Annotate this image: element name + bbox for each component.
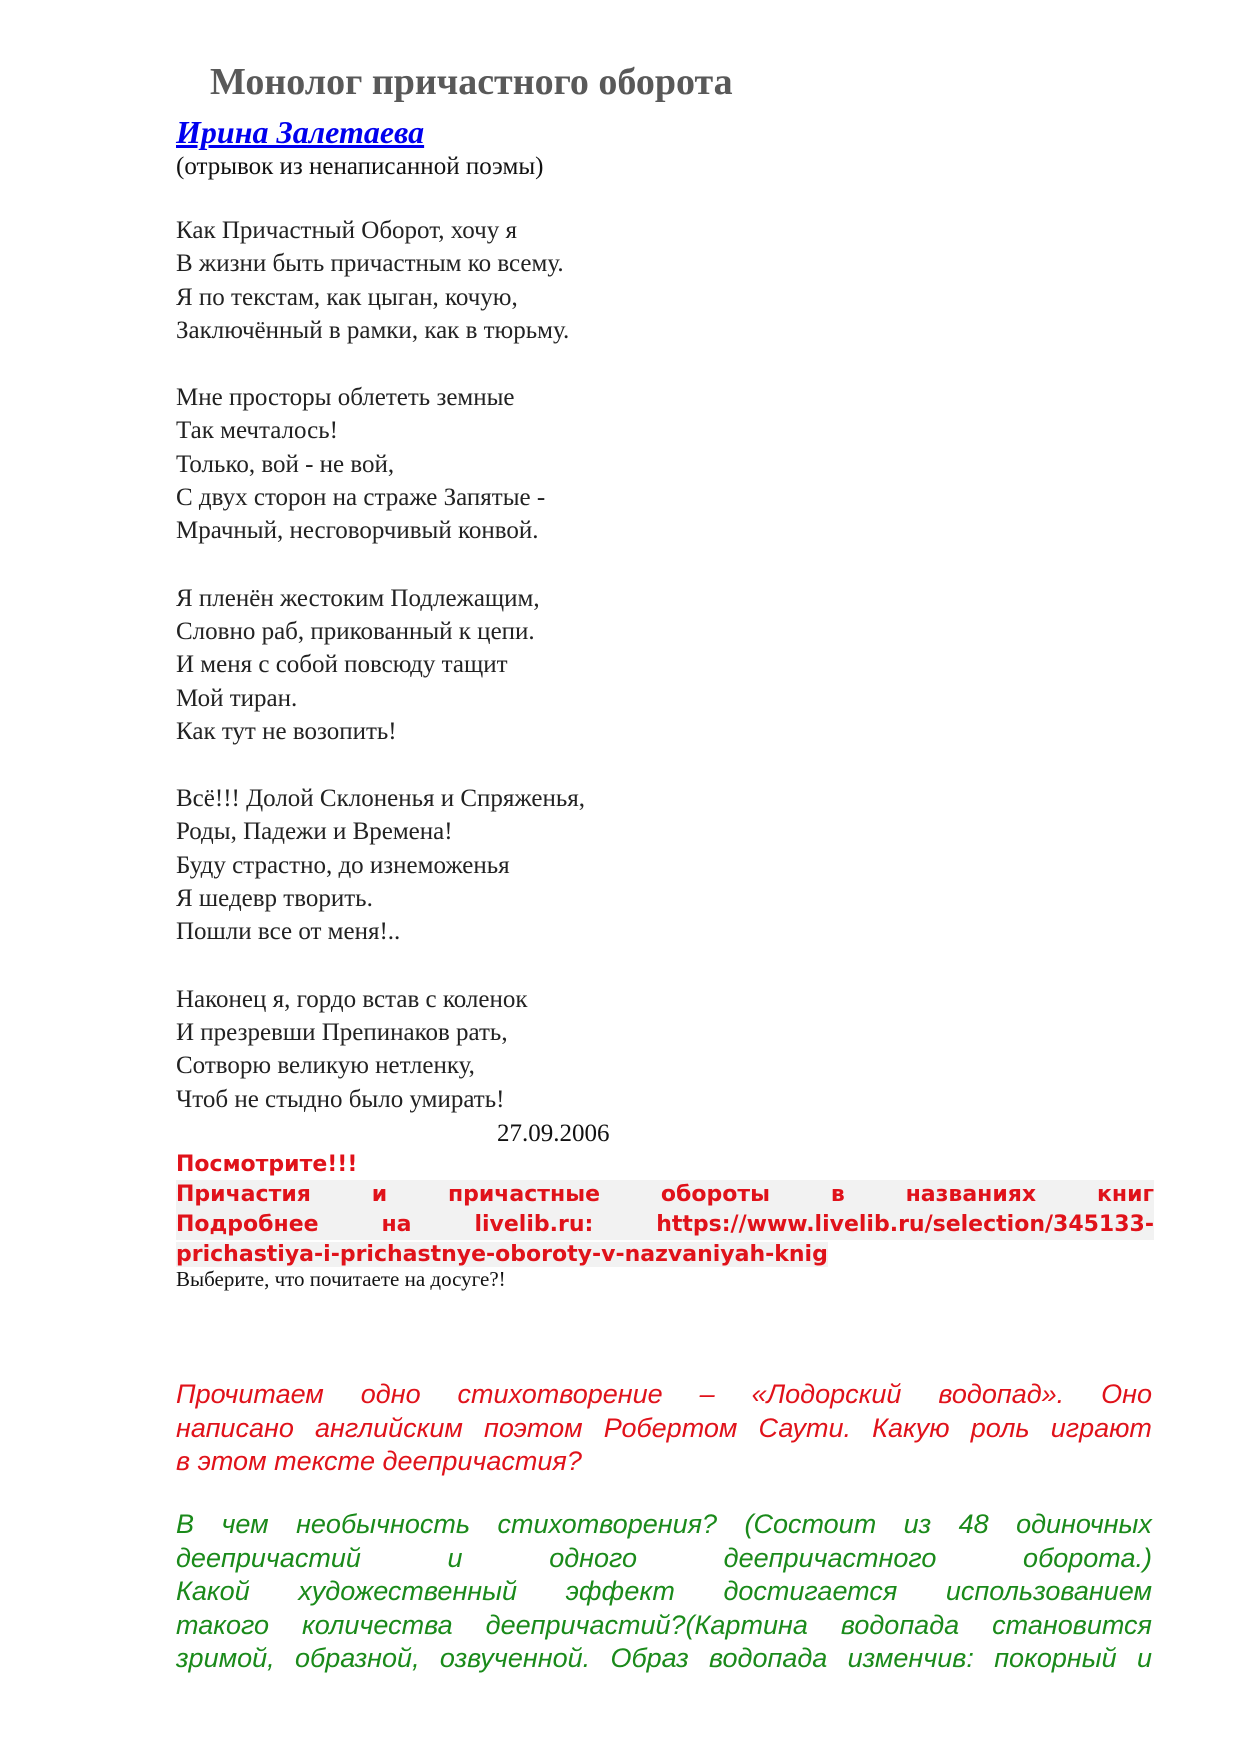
poem-line: Мрачный, несговорчивый конвой. (176, 517, 539, 545)
author-link[interactable]: Ирина Залетаева (176, 114, 425, 150)
stanza-4 (176, 782, 585, 948)
question-line (176, 1609, 1152, 1643)
document-title: Монолог причастного оборота (210, 61, 733, 103)
poem-line: Как тут не возопить! (176, 717, 397, 745)
word: использованием (945, 1576, 1152, 1606)
promo-word: livelib.ru: (474, 1212, 594, 1237)
word: Саути. (758, 1412, 851, 1443)
word: одно (360, 1379, 421, 1409)
word: покорный (994, 1643, 1117, 1673)
poem-line: И меня с собой повсюду тащит (176, 651, 508, 679)
word: количества (302, 1609, 453, 1640)
reading-task (176, 1378, 1152, 1479)
question-line (176, 1542, 1152, 1576)
word: такого (176, 1609, 269, 1640)
question-block (176, 1508, 1152, 1676)
poem-line: Только, вой - не вой, (176, 450, 395, 478)
stanza-5 (176, 983, 585, 1116)
poem-line: С двух сторон на страже Запятые - (176, 484, 546, 512)
promo-word: причастные (447, 1182, 601, 1207)
choose-text: Выберите, что почитаете на досуге?! (176, 1267, 506, 1291)
promo-heading: Посмотрите!!! (176, 1152, 358, 1177)
word: деепричастного (723, 1542, 937, 1573)
poem-line: Я шедевр творить. (176, 885, 373, 913)
word: одного (549, 1542, 638, 1573)
promo-line-1 (176, 1180, 1154, 1210)
question-line (176, 1508, 1152, 1542)
word: Оно (1101, 1379, 1152, 1409)
poem-line: Всё!!! Долой Склоненья и Спряженья, (176, 785, 585, 813)
word: Образ (610, 1643, 689, 1673)
word: водопад». (938, 1379, 1065, 1409)
stanza-2 (176, 381, 585, 547)
word: из (903, 1509, 932, 1539)
word: художественный (298, 1576, 518, 1606)
word: играют (1050, 1412, 1152, 1443)
promo-word: Причастия (176, 1182, 311, 1207)
word: образной, (294, 1643, 420, 1673)
poem-line: Как Причастный Оборот, хочу я (176, 217, 517, 244)
word: стихотворения? (497, 1509, 718, 1539)
word: одиночных (1016, 1509, 1152, 1539)
word: поэтом (484, 1412, 583, 1443)
poem-line: Я пленён жестоким Подлежащим, (176, 584, 540, 612)
word: деепричастий?(Картина (485, 1609, 808, 1640)
reading-task-line: в этом тексте деепричастия? (176, 1446, 582, 1476)
promo-block (176, 1150, 1154, 1270)
stanza-1 (176, 214, 585, 347)
word: Прочитаем (176, 1379, 324, 1409)
question-line (176, 1642, 1152, 1676)
promo-word: Подробнее (176, 1212, 319, 1237)
poem-line: Наконец я, гордо встав с коленок (176, 985, 528, 1013)
poem-line: Мой тиран. (176, 684, 298, 712)
livelib-link-part-1[interactable]: https://www.livelib.ru/selection/345133- (656, 1212, 1154, 1237)
poem-line: И презревши Препинаков рать, (176, 1018, 508, 1046)
word: озвученной. (439, 1643, 591, 1673)
word: роль (970, 1412, 1030, 1443)
promo-word: и (371, 1182, 388, 1207)
promo-word: названиях (905, 1182, 1037, 1207)
promo-word: на (381, 1212, 412, 1237)
word: 48 (958, 1509, 989, 1539)
word: английским (314, 1412, 463, 1443)
word: водопада (840, 1609, 960, 1640)
stanza-3 (176, 582, 585, 748)
word: деепричастий (176, 1542, 361, 1573)
poem-line: В жизни быть причастным ко всему. (176, 250, 564, 278)
word: (Состоит (744, 1509, 877, 1539)
poem-line: Сотворю великую нетленку, (176, 1052, 475, 1080)
word: «Лодорский (751, 1379, 902, 1409)
poem-line: Пошли все от меня!.. (176, 918, 401, 946)
reading-task-line (176, 1412, 1152, 1446)
word: становится (992, 1609, 1152, 1640)
poem-line: Так мечталось! (176, 417, 338, 445)
word: изменчив: (847, 1643, 974, 1673)
poem-line: Мне просторы облететь земные (176, 384, 515, 412)
word: чем (221, 1509, 269, 1539)
word: Какой (176, 1576, 250, 1606)
question-line (176, 1575, 1152, 1609)
word: эффект (565, 1576, 675, 1606)
poem-line: Я по текстам, как цыган, кочую, (176, 283, 518, 311)
poem-line: Буду страстно, до изнеможенья (176, 851, 510, 879)
word: В (176, 1509, 195, 1539)
livelib-link-part-2[interactable]: prichastiya-i-prichastnye-oboroty-v-nazvaniyah-knig (176, 1242, 828, 1267)
word: оборота.) (1023, 1542, 1152, 1573)
poem-subtitle: (отрывок из ненаписанной поэмы) (176, 153, 544, 180)
word: – (699, 1379, 715, 1409)
word: достигается (723, 1576, 898, 1606)
promo-line-2 (176, 1210, 1154, 1240)
word: зримой, (176, 1643, 275, 1673)
reading-task-line (176, 1378, 1152, 1412)
poem-line: Чтоб не стыдно было умирать! (176, 1085, 505, 1113)
poem-date: 27.09.2006 (497, 1120, 610, 1147)
word: и (1136, 1643, 1152, 1673)
poem (176, 214, 585, 1116)
word: необычность (296, 1509, 471, 1539)
word: и (447, 1542, 463, 1573)
word: Робертом (603, 1412, 738, 1443)
word: Какую (872, 1412, 950, 1443)
promo-word: обороты (660, 1182, 770, 1207)
word: стихотворение (457, 1379, 663, 1409)
promo-word: книг (1096, 1182, 1154, 1207)
poem-line: Словно раб, прикованный к цепи. (176, 617, 535, 645)
word: написано (176, 1412, 294, 1443)
word: водопада (709, 1643, 828, 1673)
poem-line: Роды, Падежи и Времена! (176, 818, 453, 846)
poem-line: Заключённый в рамки, как в тюрьму. (176, 316, 570, 344)
promo-word: в (830, 1182, 845, 1207)
